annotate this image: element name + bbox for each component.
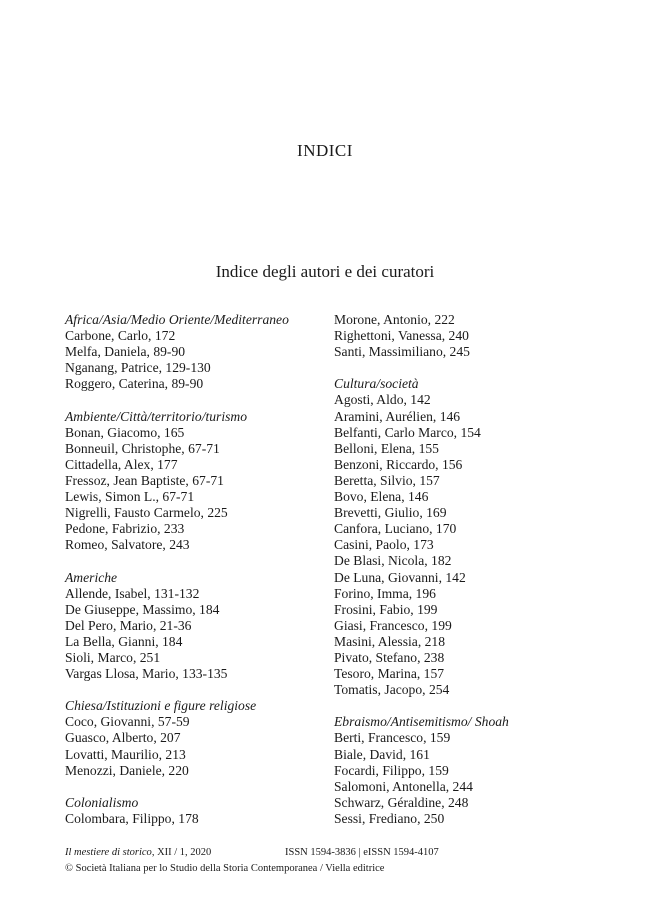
index-entry: Melfa, Daniela, 89-90 — [65, 344, 186, 360]
index-entry: Schwarz, Géraldine, 248 — [334, 794, 469, 810]
index-entry: Roggero, Caterina, 89-90 — [65, 376, 204, 392]
index-entry: De Giuseppe, Massimo, 184 — [65, 601, 220, 617]
index-group-colonialismo — [65, 795, 327, 827]
index-entry: Romeo, Salvatore, 243 — [65, 537, 190, 553]
index-entry: Santi, Massimiliano, 245 — [334, 344, 470, 360]
index-entry: Tomatis, Jacopo, 254 — [334, 682, 450, 698]
index-group-continuation — [334, 312, 604, 360]
index-entry: La Bella, Gianni, 184 — [65, 633, 183, 649]
index-entry: Bonneuil, Christophe, 67-71 — [65, 440, 220, 456]
index-entry: Bovo, Elena, 146 — [334, 489, 429, 505]
index-entry: Coco, Giovanni, 57-59 — [65, 714, 190, 730]
index-entry: Sioli, Marco, 251 — [65, 649, 161, 665]
index-entry: Agosti, Aldo, 142 — [334, 392, 431, 408]
index-entry: Canfora, Luciano, 170 — [334, 521, 457, 537]
page-footer — [65, 845, 439, 877]
index-group-ebraismo — [334, 714, 604, 827]
group-heading: Africa/Asia/Medio Oriente/Mediterraneo — [65, 312, 289, 327]
index-entry: Casini, Paolo, 173 — [334, 537, 434, 553]
index-left-column — [65, 312, 327, 843]
index-group-cultura — [334, 376, 604, 698]
journal-name: Il mestiere di storico — [65, 847, 152, 858]
issn-info: ISSN 1594-3836 | eISSN 1594-4107 — [285, 847, 439, 858]
index-entry: Nganang, Patrice, 129-130 — [65, 360, 211, 376]
group-heading: Americhe — [65, 569, 118, 585]
index-entry: Tesoro, Marina, 157 — [334, 666, 445, 682]
journal-issue: , XII / 1, 2020 — [151, 847, 212, 858]
group-heading: Chiesa/Istituzioni e figure religiose — [65, 698, 257, 714]
group-heading: Cultura/società — [334, 376, 419, 392]
index-entry: Masini, Alessia, 218 — [334, 633, 446, 649]
index-entry: Pedone, Fabrizio, 233 — [65, 521, 185, 537]
index-entry: Guasco, Alberto, 207 — [65, 730, 181, 746]
index-entry: De Luna, Giovanni, 142 — [334, 569, 466, 585]
index-group-ambiente — [65, 409, 327, 554]
index-entry: Morone, Antonio, 222 — [334, 312, 455, 327]
index-entry: Lewis, Simon L., 67-71 — [65, 489, 195, 505]
chapter-title: INDICI — [297, 141, 353, 160]
index-entry: Berti, Francesco, 159 — [334, 730, 451, 746]
index-entry: Pivato, Stefano, 238 — [334, 649, 445, 665]
index-entry: Belfanti, Carlo Marco, 154 — [334, 424, 481, 440]
index-entry: Nigrelli, Fausto Carmelo, 225 — [65, 505, 228, 521]
index-entry: Biale, David, 161 — [334, 746, 430, 762]
index-entry: Beretta, Silvio, 157 — [334, 472, 440, 488]
index-entry: Focardi, Filippo, 159 — [334, 762, 449, 778]
index-entry: Del Pero, Mario, 21-36 — [65, 617, 192, 633]
index-entry: Salomoni, Antonella, 244 — [334, 778, 473, 794]
index-entry: Frosini, Fabio, 199 — [334, 601, 438, 617]
index-entry: Sessi, Frediano, 250 — [334, 810, 445, 826]
index-entry: Righettoni, Vanessa, 240 — [334, 328, 469, 344]
group-heading: Ebraismo/Antisemitismo/ Shoah — [334, 714, 509, 730]
section-title: Indice degli autori e dei curatori — [215, 262, 435, 281]
index-entry: Fressoz, Jean Baptiste, 67-71 — [65, 472, 224, 488]
index-entry: Colombara, Filippo, 178 — [65, 810, 199, 826]
index-entry: Allende, Isabel, 131-132 — [65, 585, 200, 601]
index-entry: Belloni, Elena, 155 — [334, 440, 439, 456]
index-entry: Brevetti, Giulio, 169 — [334, 505, 447, 521]
group-heading: Colonialismo — [65, 794, 139, 810]
index-entry: De Blasi, Nicola, 182 — [334, 553, 452, 569]
index-group-americhe — [65, 570, 327, 683]
index-group-chiesa — [65, 698, 327, 778]
index-entry: Carbone, Carlo, 172 — [65, 328, 176, 344]
footer-citation — [65, 845, 439, 861]
index-entry: Menozzi, Daniele, 220 — [65, 762, 189, 778]
index-entry: Cittadella, Alex, 177 — [65, 456, 178, 472]
index-group-africa-asia — [65, 312, 327, 392]
index-entry: Bonan, Giacomo, 165 — [65, 424, 185, 440]
index-entry: Giasi, Francesco, 199 — [334, 617, 452, 633]
index-entry: Lovatti, Maurilio, 213 — [65, 746, 186, 762]
index-entry: Aramini, Aurélien, 146 — [334, 408, 461, 424]
index-entry: Vargas Llosa, Mario, 133-135 — [65, 666, 228, 682]
index-entry: Forino, Imma, 196 — [334, 585, 436, 601]
index-entry: Benzoni, Riccardo, 156 — [334, 456, 463, 472]
index-right-column — [334, 312, 604, 843]
copyright-notice: © Società Italiana per lo Studio della Storia Contemporanea / Viella editrice — [65, 863, 385, 874]
group-heading: Ambiente/Città/territorio/turismo — [65, 408, 248, 424]
